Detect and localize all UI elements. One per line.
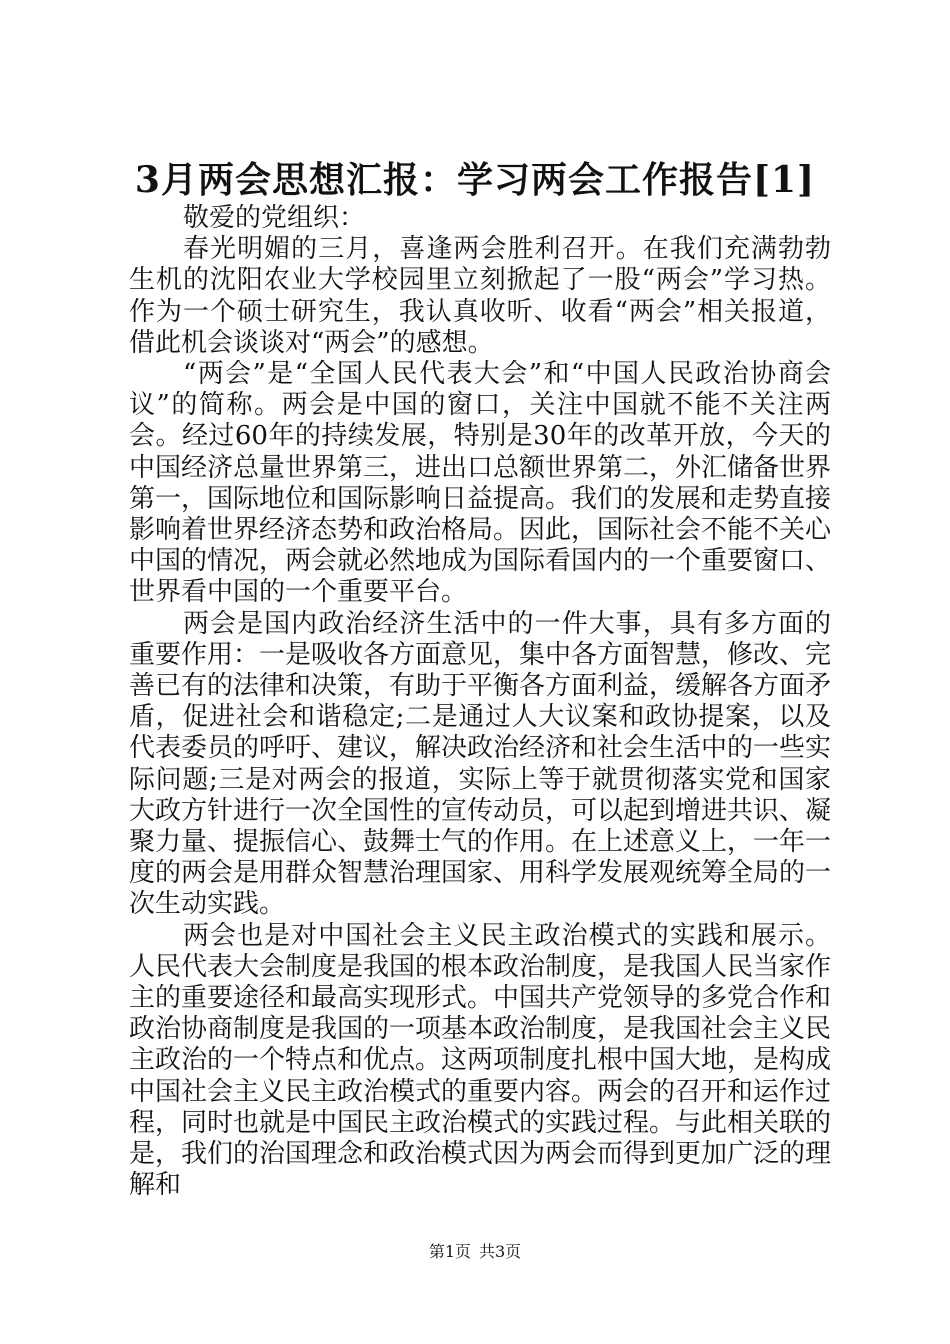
paragraph-2: “两会”是“全国人民代表大会”和“中国人民政治协商会议”的简称。两会是中国的窗口，关注中国就不能不关注两会。经过60年的持续发展，特别是30年的改革开放，今天的中国经济总量世界第三，进出口总额世界第二，外汇储备世界第一，国际地位和国际影响日益提高。我们的发展和走势直接影响着世界经济态势和政治格局。因此，国际社会不能不关心中国的情况，两会就必然地成为国际看国内的一个重要窗口、世界看中国的一个重要平台。 — [129, 359, 832, 608]
page-footer — [0, 1242, 950, 1262]
document-title: 3月两会思想汇报：学习两会工作报告[1] — [134, 159, 816, 201]
salutation: 敬爱的党组织： — [183, 203, 366, 233]
paragraph-4: 两会也是对中国社会主义民主政治模式的实践和展示。人民代表大会制度是我国的根本政治制度，是我国人民当家作主的重要途径和最高实现形式。中国共产党领导的多党合作和政治协商制度是我国的一项基本政治制度，是我国社会主义民主政治的一个特点和优点。这两项制度扎根中国大地，是构成中国社会主义民主政治模式的重要内容。两会的召开和运作过程，同时也就是中国民主政治模式的实践过程。与此相关联的是，我们的治国理念和政治模式因为两会而得到更加广泛的理解和 — [129, 920, 832, 1201]
page-total: 共3页 — [479, 1242, 522, 1261]
paragraph-1: 春光明媚的三月，喜逢两会胜利召开。在我们充满勃勃生机的沈阳农业大学校园里立刻掀起了一股“两会”学习热。作为一个硕士研究生，我认真收听、收看“两会”相关报道，借此机会谈谈对“两会”的感想。 — [129, 234, 831, 358]
paragraph-3: 两会是国内政治经济生活中的一件大事，具有多方面的重要作用：一是吸收各方面意见，集中各方面智慧，修改、完善已有的法律和决策，有助于平衡各方面利益，缓解各方面矛盾，促进社会和谐稳定;二是通过人大议案和政协提案，以及代表委员的呼吁、建议，解决政治经济和社会生活中的一些实际问题;三是对两会的报道，实际上等于就贯彻落实党和国家大政方针进行一次全国性的宣传动员，可以起到增进共识、凝聚力量、提振信心、鼓舞士气的作用。在上述意义上，一年一度的两会是用群众智慧治理国家、用科学发展观统筹全局的一次生动实践。 — [129, 608, 832, 920]
document-body — [129, 203, 831, 1202]
page-number: 第1页 — [428, 1242, 471, 1261]
